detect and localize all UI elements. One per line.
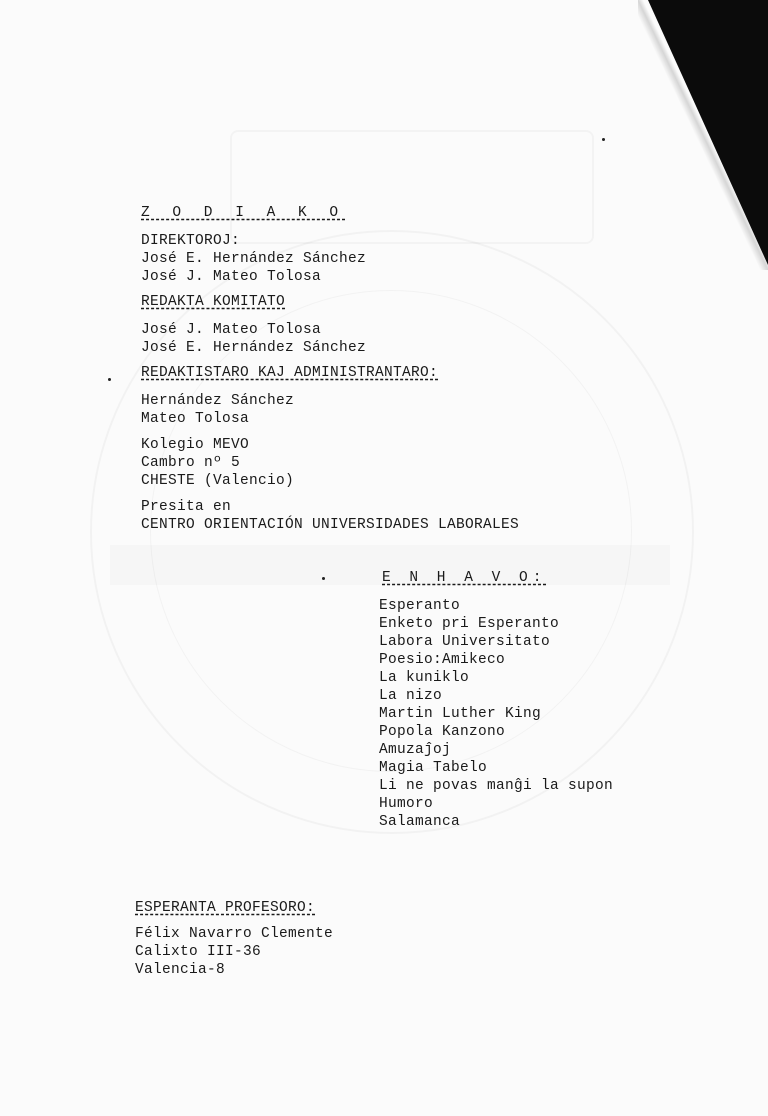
speck xyxy=(602,138,605,141)
address-line: CHESTE (Valencio) xyxy=(141,473,295,489)
direktoro-name: José E. Hernández Sánchez xyxy=(141,251,367,267)
enhavo-item: La nizo xyxy=(379,688,443,704)
enhavo-item: La kuniklo xyxy=(379,670,470,686)
profesoro-line: Calixto III-36 xyxy=(135,944,262,960)
document-title: Z O D I A K O xyxy=(141,205,346,221)
enhavo-item: Amuzaĵoj xyxy=(379,742,452,758)
presita-label: Presita en xyxy=(141,499,232,515)
redaktistaro-heading: REDAKTISTARO KAJ ADMINISTRANTARO: xyxy=(141,365,439,381)
komitato-name: José E. Hernández Sánchez xyxy=(141,340,367,356)
speck xyxy=(322,577,325,580)
komitato-name: José J. Mateo Tolosa xyxy=(141,322,322,338)
folded-corner-edge xyxy=(638,0,768,270)
direktoro-name: José J. Mateo Tolosa xyxy=(141,269,322,285)
enhavo-item: Humoro xyxy=(379,796,434,812)
profesoro-line: Félix Navarro Clemente xyxy=(135,926,334,942)
enhavo-heading: E N H A V O: xyxy=(382,570,547,586)
enhavo-item: Esperanto xyxy=(379,598,461,614)
enhavo-item: Poesio:Amikeco xyxy=(379,652,506,668)
enhavo-item: Enketo pri Esperanto xyxy=(379,616,560,632)
enhavo-item: Salamanca xyxy=(379,814,461,830)
redaktistaro-name: Mateo Tolosa xyxy=(141,411,250,427)
enhavo-item: Li ne povas manĝi la supon xyxy=(379,778,614,794)
address-line: Cambro nº 5 xyxy=(141,455,241,471)
profesoro-heading: ESPERANTA PROFESORO: xyxy=(135,900,316,916)
speck xyxy=(108,378,111,381)
enhavo-item: Martin Luther King xyxy=(379,706,542,722)
enhavo-item: Magia Tabelo xyxy=(379,760,488,776)
enhavo-item: Popola Kanzono xyxy=(379,724,506,740)
direktoroj-heading: DIREKTOROJ: xyxy=(141,233,241,249)
profesoro-line: Valencia-8 xyxy=(135,962,226,978)
redaktistaro-name: Hernández Sánchez xyxy=(141,393,295,409)
address-line: Kolegio MEVO xyxy=(141,437,250,453)
show-through-title xyxy=(230,130,594,244)
presita-printer: CENTRO ORIENTACIÓN UNIVERSIDADES LABORALES xyxy=(141,517,520,533)
enhavo-item: Labora Universitato xyxy=(379,634,551,650)
redakta-komitato-heading: REDAKTA KOMITATO xyxy=(141,294,286,310)
